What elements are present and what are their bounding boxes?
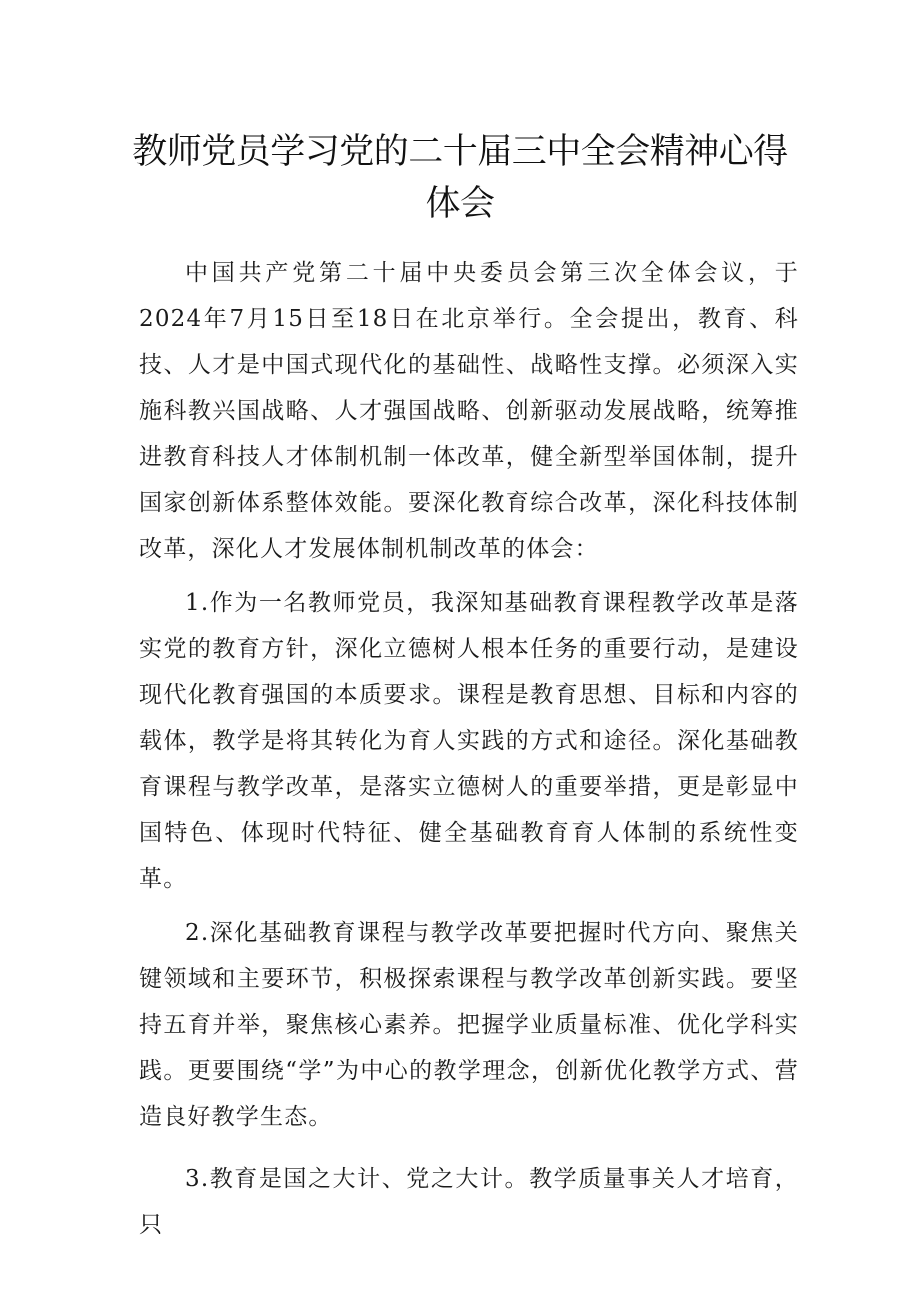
document-body xyxy=(139,250,799,1248)
paragraph-point-1: 1.作为一名教师党员，我深知基础教育课程教学改革是落实党的教育方针，深化立德树人根本任务的重要行动，是建设现代化教育强国的本质要求。课程是教育思想、目标和内容的载体，教学是将其转化为育人实践的方式和途径。深化基础教育课程与教学改革，是落实立德树人的重要举措，更是彰显中国特色、体现时代特征、健全基础教育育人体制的系统性变革。 xyxy=(139,590,799,892)
paragraph-point-3: 3.教育是国之大计、党之大计。教学质量事关人才培育，只 xyxy=(139,1166,799,1238)
document-title: 教师党员学习党的二十届三中全会精神心得体会 xyxy=(132,132,788,224)
paragraph-point-2: 2.深化基础教育课程与教学改革要把握时代方向、聚焦关键领域和主要环节，积极探索课程与教学改革创新实践。要坚持五育并举，聚焦核心素养。把握学业质量标准、优化学科实践。更要围绕“学”为中心的教学理念，创新优化教学方式、营造良好教学生态。 xyxy=(139,920,799,1130)
paragraph-intro: 中国共产党第二十届中央委员会第三次全体会议，于2024年7月15日至18日在北京举行。全会提出，教育、科技、人才是中国式现代化的基础性、战略性支撑。必须深入实施科教兴国战略、人才强国战略、创新驱动发展战略，统筹推进教育科技人才体制机制一体改革，健全新型举国体制，提升国家创新体系整体效能。要深化教育综合改革，深化科技体制改革，深化人才发展体制机制改革的体会： xyxy=(139,260,799,562)
